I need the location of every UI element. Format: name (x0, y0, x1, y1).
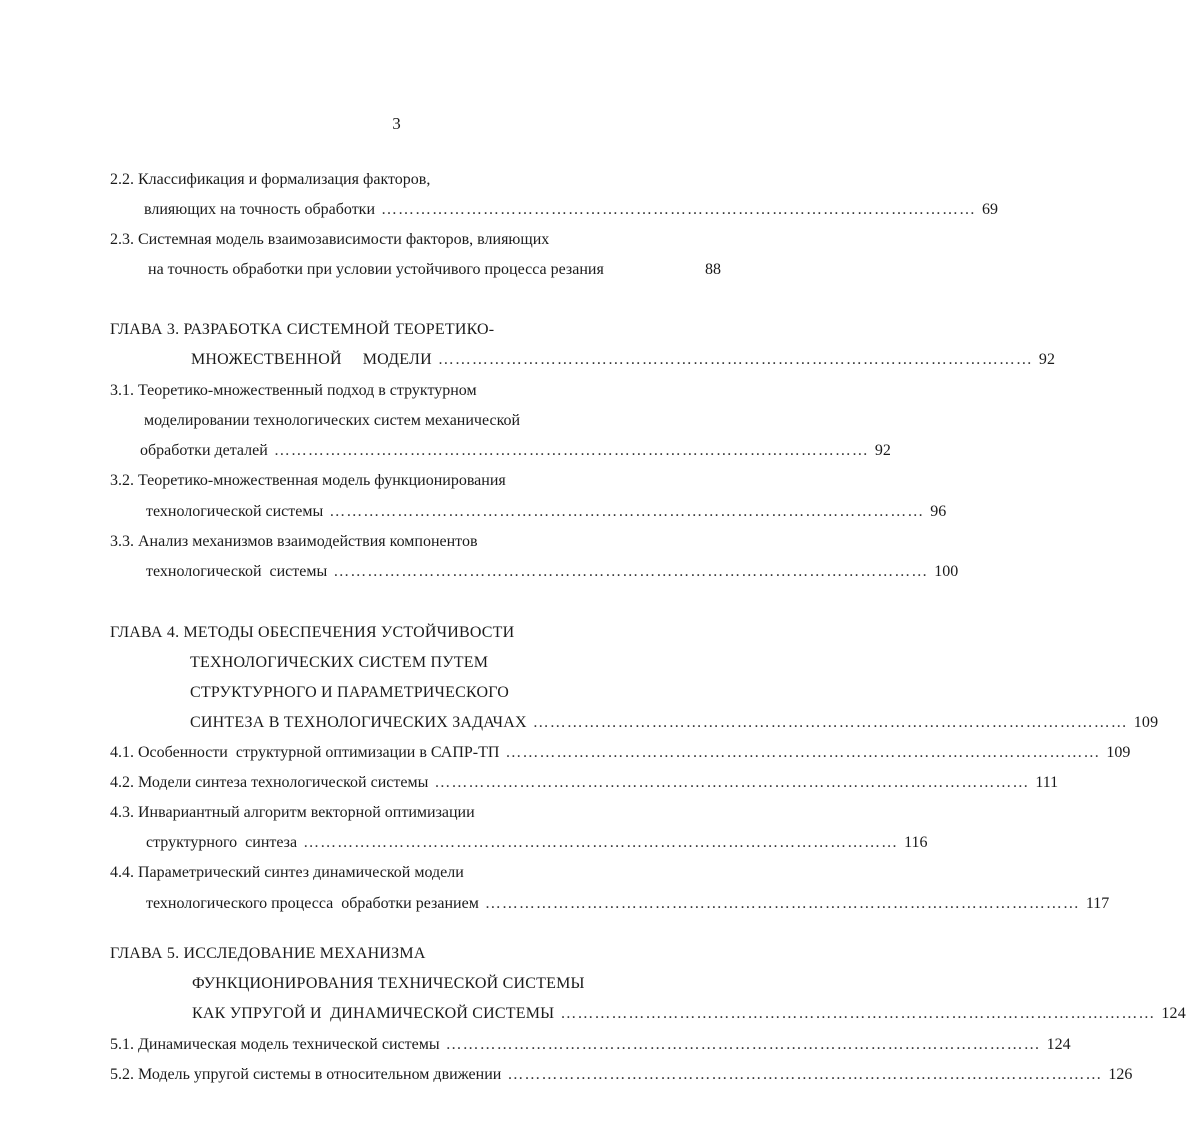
page-number: 3 (392, 114, 401, 133)
toc-entry-3-1-continued-2: обработки деталей (140, 442, 268, 459)
toc-entry-2-3-page: 88 (705, 261, 721, 278)
toc-entry-5-1 (110, 1034, 1071, 1056)
toc-entry-4-3-title: 4.3. Инвариантный алгоритм векторной оптимизации (110, 804, 475, 821)
chapter-4-entry (190, 712, 1159, 734)
dot-leader: …………………………………………………………………………………………… (381, 201, 977, 218)
toc-entry-3-3 (146, 561, 959, 583)
chapter-3-entry (191, 349, 1056, 371)
chapter-4-page: 109 (1133, 714, 1159, 731)
toc-entry-4-1-title: 4.1. Особенности структурной оптимизации в САПР-ТП (110, 744, 500, 761)
dot-leader: …………………………………………………………………………………………… (445, 1036, 1041, 1053)
toc-entry-4-2-title: 4.2. Модели синтеза технологической системы (110, 774, 429, 791)
toc-entry-2-2-continued: влияющих на точность обработки (144, 201, 376, 218)
toc-entry-3-2-title: 3.2. Теоретико-множественная модель функционирования (110, 472, 506, 489)
dot-leader: …………………………………………………………………………………………… (434, 774, 1030, 791)
chapter-5-continued: ФУНКЦИОНИРОВАНИЯ ТЕХНИЧЕСКОЙ СИСТЕМЫ (192, 975, 585, 992)
toc-entry-4-1-page: 109 (1106, 744, 1131, 761)
chapter-4-continued-3: СИНТЕЗА В ТЕХНОЛОГИЧЕСКИХ ЗАДАЧАХ (190, 714, 527, 731)
toc-entry-3-3-continued: технологической системы (146, 563, 328, 580)
toc-entry-4-3-page: 116 (904, 834, 928, 851)
toc-entry-3-1-continued: моделировании технологических систем механической (144, 412, 521, 429)
toc-entry-5-2 (110, 1064, 1133, 1086)
toc-entry-4-3 (146, 832, 928, 854)
toc-entry-2-2 (144, 199, 999, 221)
dot-leader: …………………………………………………………………………………………… (507, 1066, 1103, 1083)
toc-entry-5-2-page: 126 (1108, 1066, 1133, 1083)
dot-leader: …………………………………………………………………………………………… (505, 744, 1101, 761)
dot-leader: …………………………………………………………………………………………… (329, 503, 925, 520)
chapter-4-continued-2: СТРУКТУРНОГО И ПАРАМЕТРИЧЕСКОГО (190, 684, 510, 701)
toc-entry-5-1-page: 124 (1046, 1036, 1071, 1053)
dot-leader: …………………………………………………………………………………………… (484, 895, 1080, 912)
toc-entry-2-3 (148, 259, 721, 281)
chapter-5-heading: ГЛАВА 5. ИССЛЕДОВАНИЕ МЕХАНИЗМА (110, 945, 426, 962)
toc-entry-5-1-title: 5.1. Динамическая модель технической системы (110, 1036, 440, 1053)
dot-leader: …………………………………………………………………………………………… (532, 714, 1128, 731)
toc-entry-5-2-title: 5.2. Модель упругой системы в относительном движении (110, 1066, 502, 1083)
dot-leader: …………………………………………………………………………………………… (303, 834, 899, 851)
toc-entry-4-1 (110, 742, 1131, 764)
toc-entry-3-1 (140, 440, 891, 462)
toc-entry-2-3-continued: на точность обработки при условии устойчивого процесса резания (148, 261, 604, 278)
chapter-3-heading: ГЛАВА 3. РАЗРАБОТКА СИСТЕМНОЙ ТЕОРЕТИКО- (110, 321, 495, 338)
chapter-5-entry (192, 1003, 1186, 1025)
toc-entry-3-3-title: 3.3. Анализ механизмов взаимодействия компонентов (110, 533, 478, 550)
chapter-5-continued-2: КАК УПРУГОЙ И ДИНАМИЧЕСКОЙ СИСТЕМЫ (192, 1005, 555, 1022)
toc-entry-2-2-title: 2.2. Классификация и формализация факторов, (110, 171, 431, 188)
toc-entry-3-2-page: 96 (930, 503, 947, 520)
toc-entry-2-3-title: 2.3. Системная модель взаимозависимости факторов, влияющих (110, 231, 550, 248)
toc-entry-3-3-page: 100 (934, 563, 959, 580)
dot-leader: …………………………………………………………………………………………… (333, 563, 929, 580)
toc-entry-4-2-page: 111 (1035, 774, 1059, 791)
chapter-5-page: 124 (1161, 1005, 1186, 1022)
chapter-4-heading: ГЛАВА 4. МЕТОДЫ ОБЕСПЕЧЕНИЯ УСТОЙЧИВОСТИ (110, 624, 515, 641)
toc-entry-3-2-continued: технологической системы (146, 503, 324, 520)
dot-leader: …………………………………………………………………………………………… (560, 1005, 1156, 1022)
toc-entry-4-4-title: 4.4. Параметрический синтез динамической модели (110, 864, 464, 881)
chapter-4-continued: ТЕХНОЛОГИЧЕСКИХ СИСТЕМ ПУТЕМ (190, 654, 489, 671)
chapter-3-continued: МНОЖЕСТВЕННОЙ МОДЕЛИ (191, 351, 432, 368)
toc-entry-4-3-continued: структурного синтеза (146, 834, 298, 851)
toc-entry-3-1-page: 92 (874, 442, 891, 459)
toc-entry-4-2 (110, 772, 1059, 794)
toc-entry-4-4-continued: технологического процесса обработки резанием (146, 895, 479, 912)
toc-entry-4-4 (146, 893, 1110, 915)
toc-entry-3-2 (146, 501, 947, 523)
toc-entry-2-2-page: 69 (982, 201, 999, 218)
chapter-3-page: 92 (1038, 351, 1056, 368)
toc-entry-4-4-page: 117 (1085, 895, 1110, 912)
toc-entry-3-1-title: 3.1. Теоретико-множественный подход в структурном (110, 382, 477, 399)
dot-leader: …………………………………………………………………………………………… (437, 351, 1033, 368)
dot-leader: …………………………………………………………………………………………… (273, 442, 869, 459)
